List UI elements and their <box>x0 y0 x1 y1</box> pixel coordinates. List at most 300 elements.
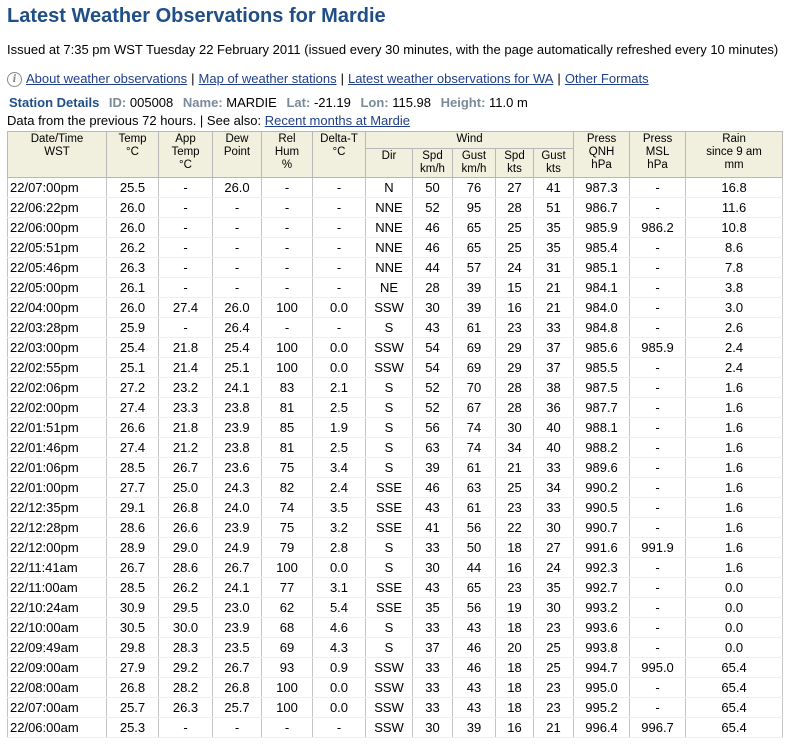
table-row <box>8 218 783 238</box>
cell-rel-hum: 83 <box>262 378 313 398</box>
cell-dew-point: 26.7 <box>213 658 262 678</box>
table-row <box>8 518 783 538</box>
header-gust-kts: Gust kts <box>534 149 574 178</box>
station-lon: 115.98 <box>392 95 432 110</box>
table-row <box>8 478 783 498</box>
cell-temp: 27.7 <box>107 478 159 498</box>
cell-datetime: 22/06:00am <box>8 718 107 738</box>
cell-gust-kmh: 61 <box>453 458 496 478</box>
cell-press-qnh: 990.2 <box>574 478 630 498</box>
cell-gust-kmh: 70 <box>453 378 496 398</box>
cell-gust-kmh: 61 <box>453 318 496 338</box>
station-lat: -21.19 <box>313 95 351 110</box>
cell-press-msl: 985.9 <box>630 338 686 358</box>
table-row <box>8 418 783 438</box>
cell-app-temp: 21.8 <box>159 338 213 358</box>
cell-datetime: 22/02:00pm <box>8 398 107 418</box>
cell-spd-kts: 20 <box>496 638 534 658</box>
cell-press-msl: - <box>630 298 686 318</box>
cell-app-temp: - <box>159 278 213 298</box>
cell-dew-point: 24.3 <box>213 478 262 498</box>
station-lat-label: Lat: <box>286 95 311 110</box>
header-app-temp: App Temp °C <box>159 132 213 178</box>
cell-wind-dir: NNE <box>366 218 413 238</box>
table-row <box>8 278 783 298</box>
cell-datetime: 22/03:28pm <box>8 318 107 338</box>
cell-rel-hum: 93 <box>262 658 313 678</box>
cell-gust-kts: 33 <box>534 458 574 478</box>
cell-app-temp: 21.4 <box>159 358 213 378</box>
cell-app-temp: - <box>159 318 213 338</box>
cell-gust-kmh: 63 <box>453 478 496 498</box>
cell-rain: 1.6 <box>686 518 783 538</box>
header-dew-point: Dew Point <box>213 132 262 178</box>
cell-gust-kts: 38 <box>534 378 574 398</box>
header-rain: Rain since 9 am mm <box>686 132 783 178</box>
cell-press-qnh: 984.1 <box>574 278 630 298</box>
cell-press-msl: - <box>630 178 686 198</box>
cell-temp: 25.3 <box>107 718 159 738</box>
cell-spd-kmh: 33 <box>413 658 453 678</box>
cell-spd-kts: 34 <box>496 438 534 458</box>
previous-hours-note <box>7 112 807 129</box>
cell-delta-t: 3.4 <box>313 458 366 478</box>
cell-temp: 29.8 <box>107 638 159 658</box>
cell-gust-kmh: 74 <box>453 438 496 458</box>
cell-wind-dir: SSE <box>366 478 413 498</box>
cell-app-temp: 23.3 <box>159 398 213 418</box>
cell-gust-kts: 27 <box>534 538 574 558</box>
cell-rel-hum: - <box>262 718 313 738</box>
cell-press-msl: - <box>630 418 686 438</box>
station-id: 005008 <box>129 95 174 110</box>
cell-rain: 65.4 <box>686 678 783 698</box>
cell-wind-dir: SSW <box>366 678 413 698</box>
cell-temp: 25.1 <box>107 358 159 378</box>
station-lon-label: Lon: <box>360 95 389 110</box>
cell-app-temp: 29.5 <box>159 598 213 618</box>
cell-dew-point: - <box>213 238 262 258</box>
table-row <box>8 238 783 258</box>
cell-press-msl: - <box>630 378 686 398</box>
cell-press-qnh: 985.4 <box>574 238 630 258</box>
cell-wind-dir: S <box>366 538 413 558</box>
cell-dew-point: 23.9 <box>213 518 262 538</box>
cell-wind-dir: NE <box>366 278 413 298</box>
cell-spd-kts: 23 <box>496 318 534 338</box>
cell-dew-point: 26.0 <box>213 298 262 318</box>
table-row <box>8 398 783 418</box>
cell-gust-kmh: 46 <box>453 658 496 678</box>
cell-gust-kts: 41 <box>534 178 574 198</box>
cell-gust-kts: 25 <box>534 658 574 678</box>
cell-spd-kmh: 44 <box>413 258 453 278</box>
header-press-msl: Press MSL hPa <box>630 132 686 178</box>
cell-rain: 0.0 <box>686 618 783 638</box>
cell-delta-t: 2.1 <box>313 378 366 398</box>
cell-rain: 0.0 <box>686 578 783 598</box>
cell-press-qnh: 987.5 <box>574 378 630 398</box>
cell-press-msl: - <box>630 438 686 458</box>
cell-delta-t: - <box>313 278 366 298</box>
cell-delta-t: - <box>313 718 366 738</box>
header-wind-dir: Dir <box>366 149 413 178</box>
cell-spd-kmh: 52 <box>413 198 453 218</box>
cell-delta-t: - <box>313 238 366 258</box>
issued-text: Issued at 7:35 pm WST Tuesday 22 February 2011 (issued every 30 minutes, with the page automatically refreshed every 10 minutes) <box>7 42 779 57</box>
header-datetime: Date/Time WST <box>8 132 107 178</box>
cell-gust-kmh: 57 <box>453 258 496 278</box>
cell-datetime: 22/01:46pm <box>8 438 107 458</box>
table-row <box>8 438 783 458</box>
cell-spd-kts: 18 <box>496 678 534 698</box>
cell-press-msl: - <box>630 598 686 618</box>
cell-spd-kts: 23 <box>496 498 534 518</box>
cell-press-qnh: 996.4 <box>574 718 630 738</box>
cell-datetime: 22/06:00pm <box>8 218 107 238</box>
cell-wind-dir: N <box>366 178 413 198</box>
cell-rain: 1.6 <box>686 398 783 418</box>
cell-rel-hum: 75 <box>262 458 313 478</box>
cell-rel-hum: 100 <box>262 678 313 698</box>
cell-wind-dir: SSW <box>366 658 413 678</box>
cell-dew-point: 26.8 <box>213 678 262 698</box>
cell-dew-point: 26.4 <box>213 318 262 338</box>
cell-wind-dir: S <box>366 558 413 578</box>
cell-gust-kts: 33 <box>534 498 574 518</box>
cell-press-qnh: 986.7 <box>574 198 630 218</box>
table-row <box>8 198 783 218</box>
cell-datetime: 22/05:51pm <box>8 238 107 258</box>
cell-gust-kmh: 74 <box>453 418 496 438</box>
cell-app-temp: 27.4 <box>159 298 213 318</box>
cell-press-qnh: 984.8 <box>574 318 630 338</box>
table-row <box>8 538 783 558</box>
cell-rain: 7.8 <box>686 258 783 278</box>
cell-rel-hum: 68 <box>262 618 313 638</box>
cell-rain: 1.6 <box>686 498 783 518</box>
cell-press-qnh: 989.6 <box>574 458 630 478</box>
cell-rain: 1.6 <box>686 558 783 578</box>
header-delta-t: Delta-T °C <box>313 132 366 178</box>
cell-spd-kmh: 43 <box>413 498 453 518</box>
cell-datetime: 22/05:00pm <box>8 278 107 298</box>
cell-dew-point: 25.1 <box>213 358 262 378</box>
cell-gust-kts: 23 <box>534 698 574 718</box>
cell-rain: 0.0 <box>686 598 783 618</box>
cell-datetime: 22/01:06pm <box>8 458 107 478</box>
cell-rel-hum: 81 <box>262 398 313 418</box>
cell-press-msl: - <box>630 238 686 258</box>
cell-gust-kmh: 67 <box>453 398 496 418</box>
cell-press-msl: - <box>630 638 686 658</box>
cell-rain: 65.4 <box>686 718 783 738</box>
cell-wind-dir: S <box>366 398 413 418</box>
cell-press-qnh: 991.6 <box>574 538 630 558</box>
cell-wind-dir: SSW <box>366 338 413 358</box>
cell-gust-kts: 40 <box>534 438 574 458</box>
cell-wind-dir: SSE <box>366 518 413 538</box>
table-row <box>8 498 783 518</box>
cell-wind-dir: NNE <box>366 258 413 278</box>
cell-wind-dir: SSE <box>366 598 413 618</box>
cell-gust-kts: 23 <box>534 678 574 698</box>
cell-datetime: 22/07:00pm <box>8 178 107 198</box>
cell-dew-point: - <box>213 218 262 238</box>
cell-gust-kmh: 46 <box>453 638 496 658</box>
recent-months-link[interactable]: Recent months at Mardie <box>264 113 410 128</box>
cell-wind-dir: SSW <box>366 298 413 318</box>
table-row <box>8 598 783 618</box>
table-row <box>8 318 783 338</box>
cell-dew-point: 23.8 <box>213 398 262 418</box>
cell-press-msl: - <box>630 198 686 218</box>
cell-press-msl: 991.9 <box>630 538 686 558</box>
cell-dew-point: 26.0 <box>213 178 262 198</box>
cell-press-msl: - <box>630 358 686 378</box>
cell-press-msl: - <box>630 318 686 338</box>
cell-temp: 26.6 <box>107 418 159 438</box>
cell-delta-t: - <box>313 198 366 218</box>
cell-dew-point: 23.9 <box>213 418 262 438</box>
cell-press-qnh: 992.7 <box>574 578 630 598</box>
cell-dew-point: 23.5 <box>213 638 262 658</box>
cell-spd-kts: 23 <box>496 578 534 598</box>
station-details <box>7 94 807 111</box>
cell-gust-kmh: 76 <box>453 178 496 198</box>
cell-rel-hum: 100 <box>262 698 313 718</box>
cell-rel-hum: 74 <box>262 498 313 518</box>
cell-spd-kmh: 50 <box>413 178 453 198</box>
cell-gust-kts: 37 <box>534 358 574 378</box>
cell-temp: 26.0 <box>107 218 159 238</box>
other-formats-link[interactable]: Other Formats <box>564 71 649 86</box>
cell-press-msl: - <box>630 398 686 418</box>
cell-temp: 28.5 <box>107 458 159 478</box>
cell-gust-kts: 35 <box>534 218 574 238</box>
cell-app-temp: 21.2 <box>159 438 213 458</box>
cell-temp: 26.0 <box>107 298 159 318</box>
cell-rel-hum: 75 <box>262 518 313 538</box>
cell-temp: 27.4 <box>107 438 159 458</box>
cell-delta-t: - <box>313 178 366 198</box>
cell-rain: 16.8 <box>686 178 783 198</box>
cell-gust-kmh: 95 <box>453 198 496 218</box>
cell-gust-kmh: 61 <box>453 498 496 518</box>
cell-app-temp: 28.6 <box>159 558 213 578</box>
cell-delta-t: 5.4 <box>313 598 366 618</box>
cell-app-temp: 29.0 <box>159 538 213 558</box>
cell-gust-kts: 23 <box>534 618 574 638</box>
cell-rel-hum: 100 <box>262 358 313 378</box>
cell-press-msl: - <box>630 498 686 518</box>
station-height: 11.0 m <box>489 95 528 110</box>
header-spd-kts: Spd kts <box>496 149 534 178</box>
cell-dew-point: - <box>213 258 262 278</box>
cell-delta-t: 0.9 <box>313 658 366 678</box>
latest-wa-link[interactable]: Latest weather observations for WA <box>347 71 554 86</box>
cell-press-qnh: 987.3 <box>574 178 630 198</box>
table-row <box>8 458 783 478</box>
cell-press-qnh: 990.7 <box>574 518 630 538</box>
observations-body <box>8 178 783 738</box>
cell-press-msl: - <box>630 518 686 538</box>
cell-rel-hum: 62 <box>262 598 313 618</box>
cell-temp: 26.1 <box>107 278 159 298</box>
cell-rel-hum: - <box>262 278 313 298</box>
cell-rel-hum: 100 <box>262 298 313 318</box>
cell-spd-kmh: 46 <box>413 478 453 498</box>
cell-press-qnh: 993.8 <box>574 638 630 658</box>
page-title: Latest Weather Observations for Mardie <box>7 5 386 27</box>
cell-gust-kmh: 65 <box>453 238 496 258</box>
cell-gust-kmh: 65 <box>453 578 496 598</box>
cell-press-msl: 995.0 <box>630 658 686 678</box>
cell-app-temp: - <box>159 258 213 278</box>
cell-spd-kts: 19 <box>496 598 534 618</box>
cell-press-msl: - <box>630 578 686 598</box>
cell-gust-kts: 37 <box>534 338 574 358</box>
cell-delta-t: 4.6 <box>313 618 366 638</box>
cell-spd-kmh: 52 <box>413 398 453 418</box>
cell-spd-kmh: 54 <box>413 338 453 358</box>
cell-gust-kts: 30 <box>534 518 574 538</box>
table-row <box>8 178 783 198</box>
cell-spd-kts: 29 <box>496 338 534 358</box>
cell-gust-kmh: 43 <box>453 698 496 718</box>
cell-press-qnh: 988.2 <box>574 438 630 458</box>
cell-gust-kmh: 44 <box>453 558 496 578</box>
cell-app-temp: - <box>159 238 213 258</box>
cell-rel-hum: 85 <box>262 418 313 438</box>
table-row <box>8 618 783 638</box>
cell-gust-kmh: 65 <box>453 218 496 238</box>
header-rel-hum: Rel Hum % <box>262 132 313 178</box>
map-of-stations-link[interactable]: Map of weather stations <box>198 71 337 86</box>
cell-wind-dir: S <box>366 318 413 338</box>
cell-press-qnh: 995.0 <box>574 678 630 698</box>
cell-delta-t: 3.1 <box>313 578 366 598</box>
cell-rain: 2.6 <box>686 318 783 338</box>
cell-datetime: 22/11:00am <box>8 578 107 598</box>
cell-gust-kmh: 69 <box>453 358 496 378</box>
cell-dew-point: 24.1 <box>213 378 262 398</box>
cell-press-qnh: 985.5 <box>574 358 630 378</box>
cell-temp: 30.9 <box>107 598 159 618</box>
cell-delta-t: 2.4 <box>313 478 366 498</box>
cell-spd-kmh: 63 <box>413 438 453 458</box>
cell-spd-kts: 24 <box>496 258 534 278</box>
station-height-label: Height: <box>440 95 486 110</box>
cell-wind-dir: SSE <box>366 578 413 598</box>
table-row <box>8 698 783 718</box>
cell-app-temp: 26.8 <box>159 498 213 518</box>
cell-press-qnh: 995.2 <box>574 698 630 718</box>
table-row <box>8 258 783 278</box>
cell-temp: 28.5 <box>107 578 159 598</box>
cell-temp: 28.6 <box>107 518 159 538</box>
cell-app-temp: - <box>159 718 213 738</box>
cell-spd-kmh: 33 <box>413 618 453 638</box>
cell-dew-point: 23.8 <box>213 438 262 458</box>
cell-delta-t: - <box>313 218 366 238</box>
station-name: MARDIE <box>226 95 277 110</box>
cell-press-msl: - <box>630 698 686 718</box>
cell-datetime: 22/04:00pm <box>8 298 107 318</box>
cell-spd-kmh: 33 <box>413 678 453 698</box>
cell-delta-t: 0.0 <box>313 698 366 718</box>
cell-delta-t: 0.0 <box>313 678 366 698</box>
cell-spd-kmh: 43 <box>413 578 453 598</box>
cell-spd-kmh: 35 <box>413 598 453 618</box>
cell-spd-kts: 28 <box>496 398 534 418</box>
cell-gust-kmh: 56 <box>453 598 496 618</box>
cell-gust-kmh: 43 <box>453 618 496 638</box>
cell-app-temp: 28.3 <box>159 638 213 658</box>
cell-dew-point: 26.7 <box>213 558 262 578</box>
cell-spd-kts: 18 <box>496 698 534 718</box>
cell-wind-dir: S <box>366 638 413 658</box>
cell-press-msl: - <box>630 278 686 298</box>
cell-press-qnh: 994.7 <box>574 658 630 678</box>
cell-spd-kmh: 46 <box>413 238 453 258</box>
cell-press-qnh: 985.1 <box>574 258 630 278</box>
cell-gust-kmh: 39 <box>453 718 496 738</box>
cell-app-temp: 28.2 <box>159 678 213 698</box>
cell-delta-t: 2.5 <box>313 438 366 458</box>
cell-temp: 25.5 <box>107 178 159 198</box>
cell-spd-kmh: 30 <box>413 298 453 318</box>
cell-dew-point: 23.6 <box>213 458 262 478</box>
cell-press-msl: - <box>630 558 686 578</box>
cell-rel-hum: - <box>262 218 313 238</box>
cell-rel-hum: 100 <box>262 558 313 578</box>
cell-app-temp: 26.2 <box>159 578 213 598</box>
cell-spd-kts: 25 <box>496 238 534 258</box>
cell-spd-kmh: 37 <box>413 638 453 658</box>
cell-delta-t: 0.0 <box>313 358 366 378</box>
station-name-label: Name: <box>182 95 223 110</box>
cell-temp: 29.1 <box>107 498 159 518</box>
cell-spd-kmh: 30 <box>413 718 453 738</box>
cell-spd-kts: 18 <box>496 618 534 638</box>
cell-rain: 1.6 <box>686 438 783 458</box>
info-icon: i <box>7 72 22 87</box>
cell-app-temp: 29.2 <box>159 658 213 678</box>
cell-datetime: 22/12:00pm <box>8 538 107 558</box>
table-row <box>8 378 783 398</box>
cell-app-temp: - <box>159 218 213 238</box>
cell-spd-kmh: 52 <box>413 378 453 398</box>
cell-datetime: 22/01:00pm <box>8 478 107 498</box>
cell-rain: 0.0 <box>686 638 783 658</box>
cell-delta-t: 2.8 <box>313 538 366 558</box>
cell-wind-dir: SSE <box>366 498 413 518</box>
cell-spd-kts: 28 <box>496 198 534 218</box>
about-observations-link[interactable]: About weather observations <box>26 71 188 86</box>
table-row <box>8 558 783 578</box>
links-bar <box>7 70 807 88</box>
cell-press-msl: 996.7 <box>630 718 686 738</box>
table-row <box>8 338 783 358</box>
cell-rain: 1.6 <box>686 458 783 478</box>
cell-spd-kmh: 28 <box>413 278 453 298</box>
cell-press-qnh: 993.6 <box>574 618 630 638</box>
cell-spd-kts: 18 <box>496 538 534 558</box>
cell-spd-kmh: 33 <box>413 538 453 558</box>
cell-rel-hum: - <box>262 258 313 278</box>
cell-temp: 30.5 <box>107 618 159 638</box>
